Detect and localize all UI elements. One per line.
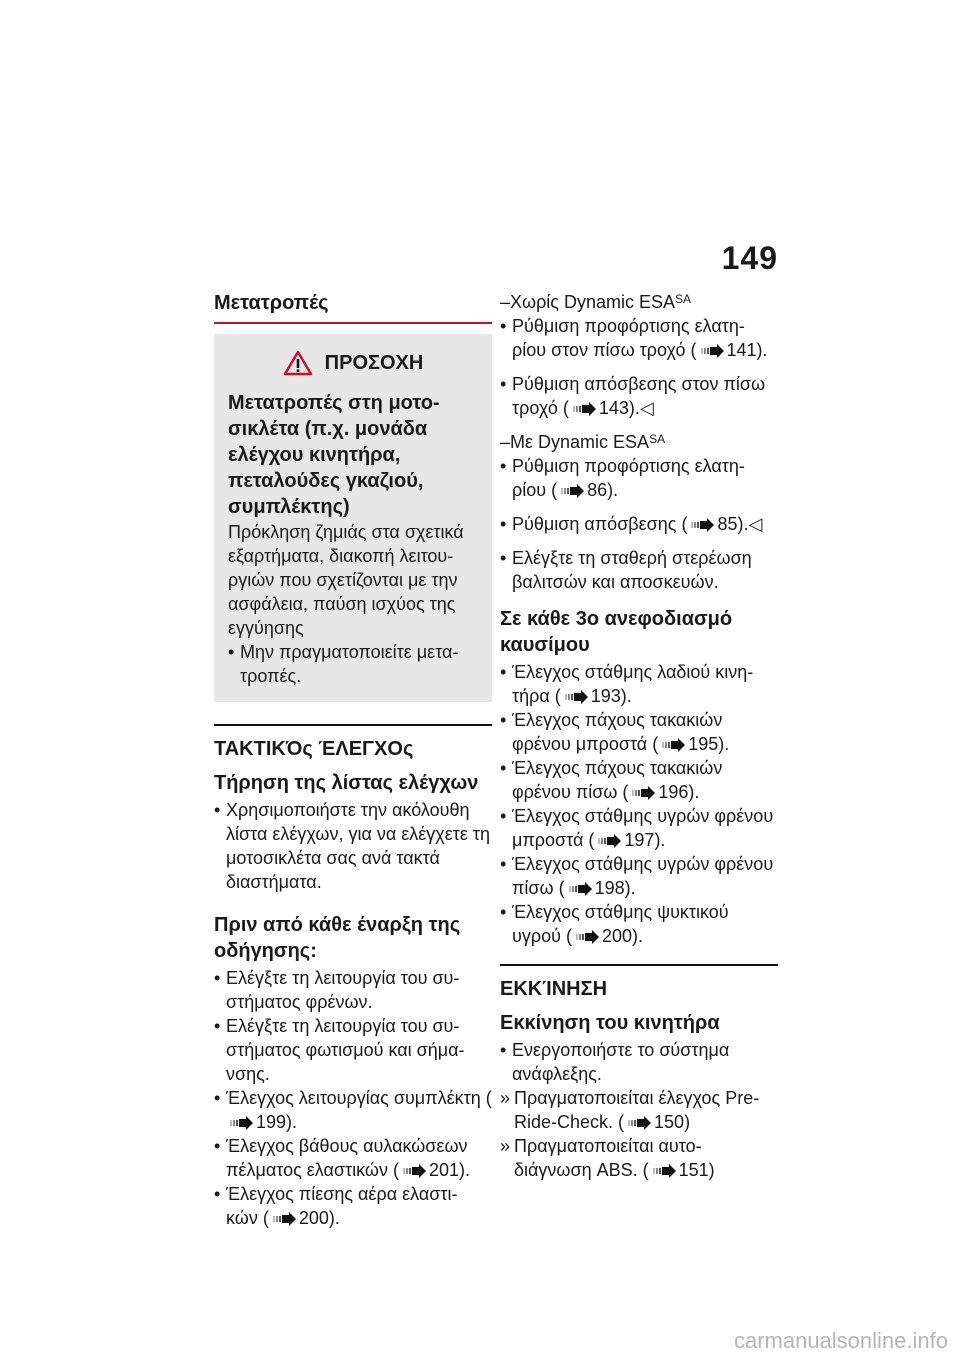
luggage-check: • Ελέγξτε τη σταθερή στερέωση βαλιτσών και αποσκευών.: [500, 546, 778, 594]
list-item: • Έλεγχος λειτουργίας συμπλέκτη (199).: [214, 1086, 492, 1134]
page-reference-arrow-icon: [572, 402, 596, 416]
list-item: • Ρύθμιση απόσβεσης ( 85).◁: [500, 512, 778, 536]
page-reference-arrow-icon: [631, 786, 655, 800]
variant-with-esa: –Με Dynamic $ESA^{SA}$: [500, 432, 666, 452]
page-reference-arrow-icon: [575, 930, 599, 944]
list-item: • Έλεγχος πίεσης αέρα ελαστι- κών ( 200).: [214, 1182, 492, 1230]
list-item: • Έλεγχος στάθμης λαδιού κινη- τήρα ( 193).: [500, 660, 778, 708]
list-item: • Ελέγξτε τη λειτουργία του συ- στήματος φωτισμού και σήμα- νσης.: [214, 1014, 492, 1086]
section-title-checks: ΤΑΚΤΙΚΌς ΈΛΕΓΧΟς: [214, 738, 414, 760]
warning-box: [214, 334, 492, 702]
checklist-bullet: • Χρησιμοποιήστε την ακόλουθη λίστα ελέγχων, για να ελέγχετε τη μοτοσικλέτα σας ανά τακτά διαστήματα.: [214, 798, 492, 894]
page-reference-arrow-icon: [564, 690, 588, 704]
start-bullet: • Ενεργοποιήστε το σύστημα ανάφλεξης.: [500, 1038, 778, 1086]
result-item: » Πραγματοποιείται έλεγχος Pre- Ride-Check. ( 150): [500, 1086, 778, 1134]
warning-text: Πρόκληση ζημιάς στα σχετικά εξαρτήματα, διακοπή λειτου- ργιών που σχετίζονται με την ασφάλεια, παύση ισχύος της εγγύησης: [228, 522, 464, 638]
black-divider: [500, 964, 778, 966]
engine-start-heading: Εκκίνηση του κινητήρα: [500, 1012, 720, 1034]
page-reference-arrow-icon: [652, 1164, 676, 1178]
page-reference-arrow-icon: [560, 484, 584, 498]
checklist-heading: Τήρηση της λίστας ελέγχων: [214, 772, 479, 794]
warning-triangle-icon: [283, 350, 313, 376]
page-number: 149: [721, 240, 778, 276]
page-reference-arrow-icon: [690, 518, 714, 532]
list-item: • Έλεγχος πάχους τακακιών φρένου πίσω ( 196).: [500, 756, 778, 804]
left-column: [214, 290, 492, 1230]
list-item: • Ρύθμιση προφόρτισης ελατη- ρίου στον πίσω τροχό ( 141).: [500, 314, 778, 362]
list-item: • Έλεγχος βάθους αυλακώσεων πέλματος ελαστικών ( 201).: [214, 1134, 492, 1182]
right-column: [500, 290, 778, 1182]
refuel-heading: Σε κάθε 3ο ανεφοδιασμό καυσίμου: [500, 608, 733, 656]
page-reference-arrow-icon: [597, 834, 621, 848]
section-title-modifications: Μετατροπές: [214, 292, 329, 314]
warning-heading: Μετατροπές στη μοτο- σικλέτα (π.χ. μονάδα ελέγχου κινητήρα, πεταλούδες γκαζιού, συμπλέκτης): [228, 392, 440, 518]
page-reference-arrow-icon: [272, 1212, 296, 1226]
page-reference-arrow-icon: [700, 344, 724, 358]
black-divider: [214, 724, 492, 726]
list-item: • Ελέγξτε τη λειτουργία του συ- στήματος φρένων.: [214, 966, 492, 1014]
warning-label: ΠΡΟΣΟΧΗ: [324, 351, 424, 374]
watermark: carmanualsonline.info: [733, 1328, 948, 1353]
variant-without-esa: –Χωρίς Dynamic $ESA^{SA}$: [500, 292, 692, 312]
warning-header: [228, 350, 478, 376]
page-reference-arrow-icon: [627, 1116, 651, 1130]
red-divider: [214, 322, 492, 324]
before-ride-heading: Πριν από κάθε έναρξη της οδήγησης:: [214, 914, 461, 962]
page-reference-arrow-icon: [229, 1116, 253, 1130]
warning-bullet: • Μην πραγματοποιείτε μετα- τροπές.: [228, 640, 478, 688]
result-item: » Πραγματοποιείται αυτο- διάγνωση ABS. ( 151): [500, 1134, 778, 1182]
list-item: • Έλεγχος στάθμης ψυκτικού υγρού ( 200).: [500, 900, 778, 948]
list-item: • Ρύθμιση απόσβεσης στον πίσω τροχό ( 143).◁: [500, 372, 778, 420]
page-reference-arrow-icon: [661, 738, 685, 752]
list-item: • Έλεγχος στάθμης υγρών φρένου μπροστά ( 197).: [500, 804, 778, 852]
page-reference-arrow-icon: [402, 1164, 426, 1178]
list-item: • Έλεγχος πάχους τακακιών φρένου μπροστά ( 195).: [500, 708, 778, 756]
list-item: • Έλεγχος στάθμης υγρών φρένου πίσω ( 198).: [500, 852, 778, 900]
list-item: • Ρύθμιση προφόρτισης ελατη- ρίου ( 86).: [500, 454, 778, 502]
page-reference-arrow-icon: [568, 882, 592, 896]
section-title-start: ΕΚΚΊΝΗΣΗ: [500, 978, 608, 1000]
